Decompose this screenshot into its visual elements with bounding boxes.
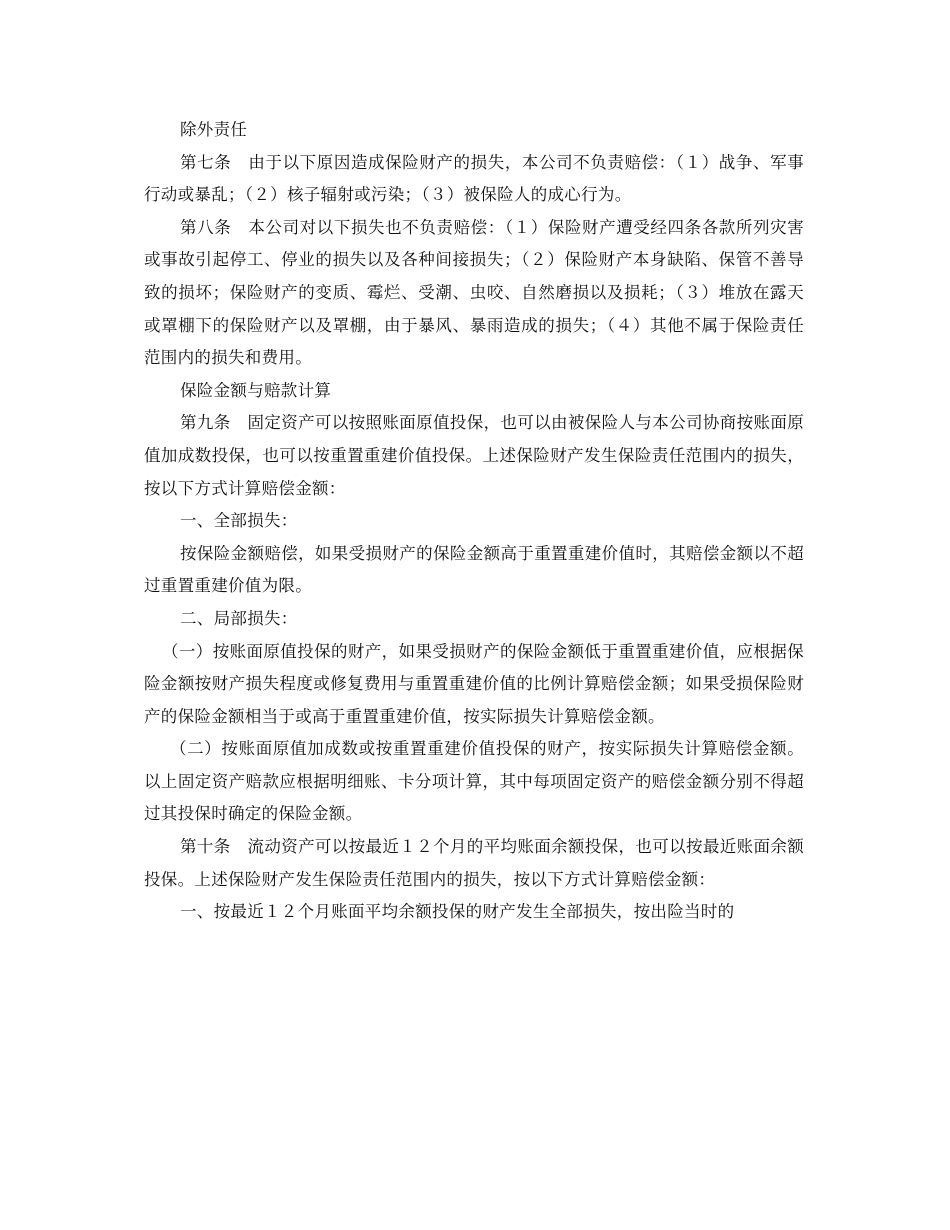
article-9: 第九条 固定资产可以按照账面原值投保，也可以由被保险人与本公司协商按账面原值加成数投保，也可以按重置重建价值投保。上述保险财产发生保险责任范围内的损失，按以下方式计算赔偿金额： bbox=[144, 413, 804, 498]
article-10-item-1: 一、按最近１２个月账面平均余额投保的财产发生全部损失，按出险当时的 bbox=[180, 902, 735, 922]
item-total-loss: 一、全部损失： bbox=[180, 511, 298, 531]
partial-loss-clause-2: （二）按账面原值加成数或按重置重建价值投保的财产，按实际损失计算赔偿金额。以上固定资产赔款应根据明细账、卡分项计算，其中每项固定资产的赔偿金额分别不得超过其投保时确定的保险金额。 bbox=[144, 739, 804, 824]
article-7: 第七条 由于以下原因造成保险财产的损失，本公司不负责赔偿：（１）战争、军事行动或暴乱；（２）核子辐射或污染；（３）被保险人的成心行为。 bbox=[144, 152, 804, 205]
section-heading-exclusions: 除外责任 bbox=[180, 120, 248, 139]
section-heading-insured-amount: 保险金额与赔款计算 bbox=[180, 380, 332, 400]
item-partial-loss: 二、局部损失： bbox=[180, 608, 298, 628]
document-body bbox=[144, 114, 804, 929]
article-8: 第八条 本公司对以下损失也不负责赔偿：（１）保险财产遭受经四条各款所列灾害或事故引起停工、停业的损失以及各种间接损失；（２）保险财产本身缺陷、保管不善导致的损坏；保险财产的变质、霉烂、受潮、虫咬、自然磨损以及损耗；（３）堆放在露天或罩棚下的保险财产以及罩棚，由于暴风、暴雨造成的损失；（４）其他不属于保险责任范围内的损失和费用。 bbox=[144, 217, 804, 368]
article-10: 第十条 流动资产可以按最近１２个月的平均账面余额投保，也可以按最近账面余额投保。上述保险财产发生保险责任范围内的损失，按以下方式计算赔偿金额： bbox=[144, 837, 804, 889]
partial-loss-clause-1: （一）按账面原值投保的财产，如果受损财产的保险金额低于重置重建价值，应根据保险金额按财产损失程度或修复费用与重置重建价值的比例计算赔偿金额；如果受损保险财产的保险金额相当于或高于重置重建价值，按实际损失计算赔偿金额。 bbox=[144, 641, 804, 726]
total-loss-text: 按保险金额赔偿，如果受损财产的保险金额高于重置重建价值时，其赔偿金额以不超过重置重建价值为限。 bbox=[144, 543, 804, 596]
